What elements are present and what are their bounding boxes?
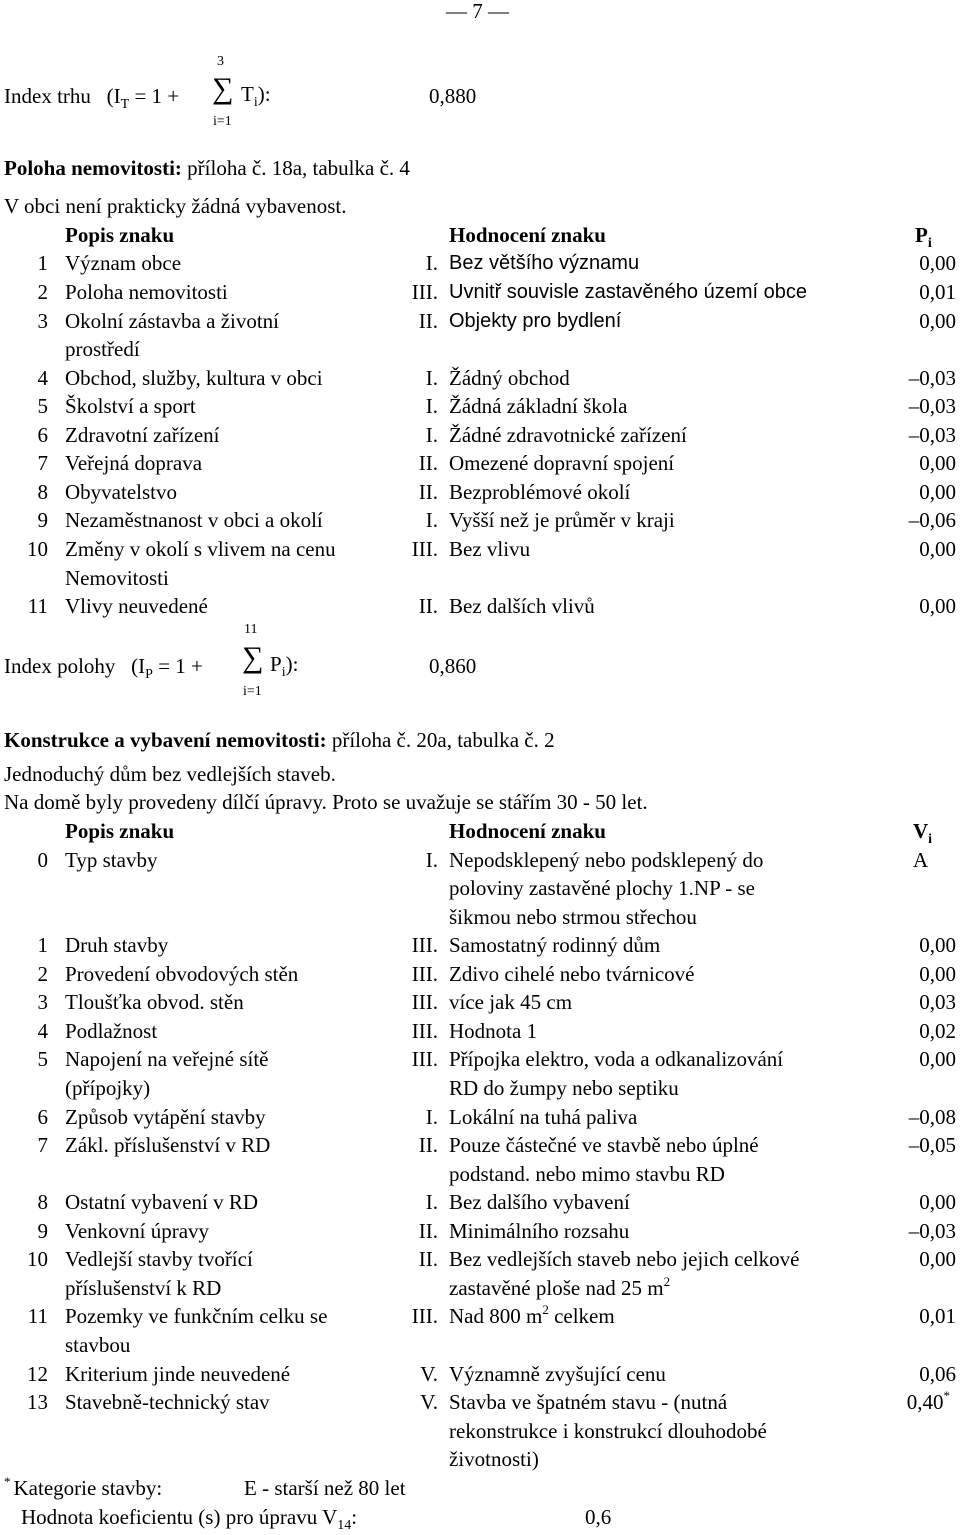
location-note: V obci není prakticky žádná vybavenost. (4, 194, 347, 218)
sigma-symbol: ∑ (212, 72, 234, 105)
table-row: 6 Zdravotní zařízení I. Žádné zdravotnické zařízení –0,03 (37, 423, 956, 447)
sum-upper-limit: 3 (217, 54, 224, 69)
table-row-continuation: šikmou nebo strmou střechou (449, 905, 697, 929)
table-row-continuation: rekonstrukce i konstrukcí dlouhodobé (449, 1419, 767, 1443)
location-col-hodnoceni: Hodnocení znaku (449, 223, 606, 247)
table-row-continuation: životnosti) (449, 1447, 539, 1471)
footnote-category-value: E - starší než 80 let (244, 1476, 406, 1500)
table-row: 13 Stavebně-technický stav V. Stavba ve špatném stavu - (nutná 0,40* (27, 1388, 950, 1414)
construction-heading: Konstrukce a vybavení nemovitosti: příloha č. 20a, tabulka č. 2 (4, 728, 555, 752)
table-row-continuation: příslušenství k RD zastavěné ploše nad 25 $m^2$ (65, 1274, 671, 1300)
table-row-continuation: prostředí (65, 337, 140, 361)
sum-lower-limit: i=1 (213, 114, 232, 129)
table-row: 8 Ostatní vybavení v RD I. Bez dalšího vybavení 0,00 (37, 1190, 956, 1214)
table-row: 8 Obyvatelstvo II. Bezproblémové okolí 0,00 (37, 480, 956, 504)
page-number: — 7 — (446, 0, 509, 23)
table-row: 5 Napojení na veřejné sítě III. Přípojka elektro, voda a odkanalizování 0,00 (37, 1047, 956, 1071)
table-row: 7 Veřejná doprava II. Omezené dopravní spojení 0,00 (37, 451, 956, 475)
table-row: 0 Typ stavby I. Nepodsklepený nebo podsklepený do A (37, 848, 929, 872)
location-index-label: Index polohy ($I_P = 1$ + (4, 654, 209, 682)
sum-lower-limit: i=1 (243, 684, 262, 699)
table-row-continuation: (přípojky) RD do žumpy nebo septiku (65, 1076, 679, 1100)
table-row-continuation: Nemovitosti (65, 566, 169, 590)
table-row: 3 Okolní zástavba a životní II. Objekty pro bydlení 0,00 (37, 309, 956, 333)
table-row: 10 Vedlejší stavby tvořící II. Bez vedlejších staveb nebo jejich celkové 0,00 (27, 1247, 956, 1271)
construction-note-2: Na domě byly provedeny dílčí úpravy. Proto se uvažuje se stářím 30 - 50 let. (4, 790, 648, 814)
footnote-coefficient-value: 0,6 (585, 1505, 612, 1529)
table-row: 2 Provedení obvodových stěn III. Zdivo cihelé nebo tvárnicové 0,00 (37, 962, 956, 986)
construction-col-popis: Popis znaku (65, 819, 175, 843)
location-heading: Poloha nemovitosti: příloha č. 18a, tabulka č. 4 (4, 156, 410, 180)
table-row: 5 Školství a sport I. Žádná základní škola –0,03 (37, 394, 956, 418)
table-row-continuation: stavbou (65, 1333, 131, 1357)
market-index-value: 0,880 (429, 84, 477, 108)
table-row: 11 Vlivy neuvedené II. Bez dalších vlivů 0,00 (27, 594, 956, 618)
table-row: 11 Pozemky ve funkčním celku se III. Nad 800 $m^2$ celkem 0,01 (27, 1302, 956, 1328)
table-row: 1 Druh stavby III. Samostatný rodinný dům 0,00 (37, 933, 956, 957)
table-row-continuation: podstand. nebo mimo stavbu RD (449, 1162, 725, 1186)
table-row: 9 Venkovní úpravy II. Minimálního rozsahu –0,03 (37, 1219, 956, 1243)
construction-note-1: Jednoduchý dům bez vedlejších staveb. (4, 762, 336, 786)
market-index-term: $T_i$): (241, 82, 271, 110)
location-index-value: 0,860 (429, 654, 477, 678)
table-row: 10 Změny v okolí s vlivem na cenu III. Bez vlivu 0,00 (27, 537, 956, 561)
construction-col-hodnoceni: Hodnocení znaku (449, 819, 606, 843)
table-row: 4 Podlažnost III. Hodnota 1 0,02 (37, 1019, 956, 1043)
location-index-term: $P_i$): (270, 652, 299, 680)
table-row: 6 Způsob vytápění stavby I. Lokální na tuhá paliva –0,08 (37, 1105, 956, 1129)
table-row: 9 Nezaměstnanost v obci a okolí I. Vyšší než je průměr v kraji –0,06 (37, 508, 956, 532)
location-col-popis: Popis znaku (65, 223, 175, 247)
footnote-coefficient-label: Hodnota koeficientu (s) pro úpravu $V_{14}$: (21, 1505, 358, 1533)
sigma-symbol: ∑ (242, 641, 264, 674)
table-row: 1 Význam obce I. Bez většího významu 0,00 (37, 251, 956, 275)
market-index-label: Index trhu ($I_T = 1$ + (4, 84, 185, 112)
table-row: 4 Obchod, služby, kultura v obci I. Žádný obchod –0,03 (37, 366, 956, 390)
sum-upper-limit: 11 (244, 622, 258, 637)
table-row: 3 Tloušťka obvod. stěn III. více jak 45 cm 0,03 (37, 990, 956, 1014)
footnote-category: * Kategorie stavby: (4, 1474, 163, 1500)
table-row: 7 Zákl. příslušenství v RD II. Pouze částečné ve stavbě nebo úplné –0,05 (37, 1133, 956, 1157)
table-row-continuation: poloviny zastavěné plochy 1.NP - se (449, 876, 755, 900)
table-row: 2 Poloha nemovitosti III. Uvnitř souvisle zastavěného území obce 0,01 (37, 280, 956, 304)
location-col-p: $P_i$ (915, 223, 932, 251)
construction-col-v: $V_i$ (913, 819, 933, 847)
table-row: 12 Kriterium jinde neuvedené V. Významně zvyšující cenu 0,06 (27, 1362, 956, 1386)
